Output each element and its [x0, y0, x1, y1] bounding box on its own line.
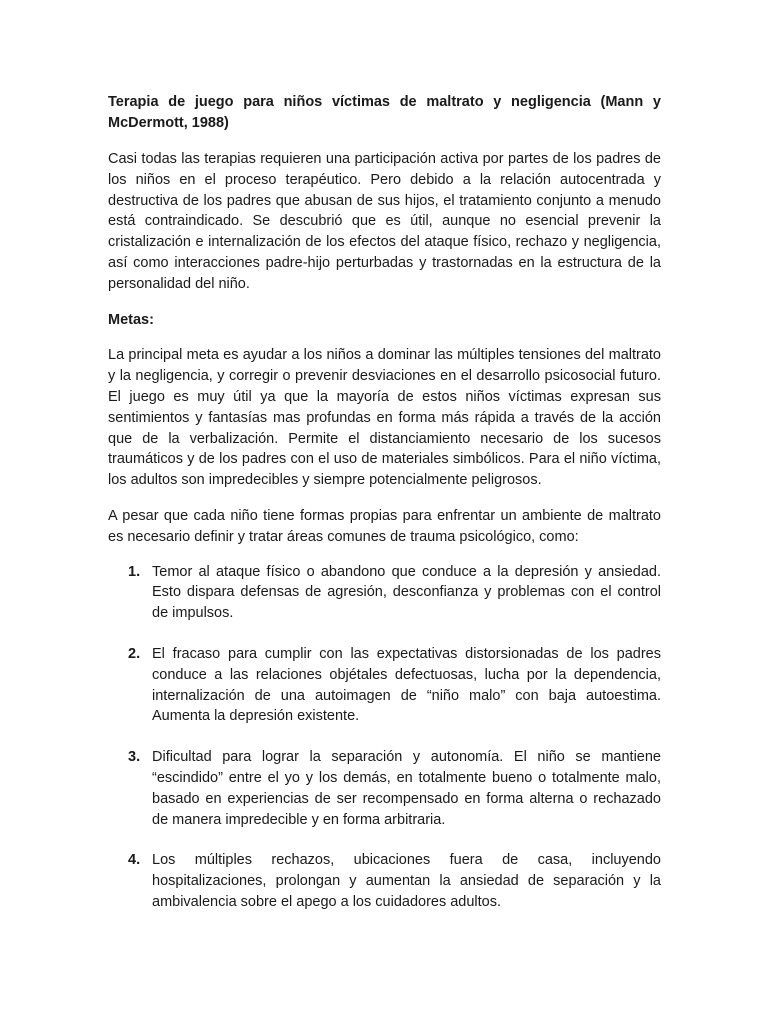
list-item: [108, 562, 661, 624]
document-page: [108, 92, 661, 933]
list-item-text: Temor al ataque físico o abandono que conduce a la depresión y ansiedad. Esto dispara defensas de agresión, desconfianza y problemas con el control de impulsos.: [152, 563, 661, 622]
intro-paragraph: Casi todas las terapias requieren una participación activa por partes de los padres de los niños en el proceso terapéutico. Pero debido a la relación autocentrada y destructiva de los padres que abusan de sus hijos, el tratamiento conjunto a menudo está contraindicado. Se descubrió que es útil, aunque no esencial prevenir la cristalización e internalización de los efectos del ataque físico, rechazo y negligencia, así como interacciones padre-hijo perturbadas y trastornadas en la estructura de la personalidad del niño.: [108, 151, 661, 292]
list-item-text: El fracaso para cumplir con las expectativas distorsionadas de los padres conduce a las relaciones objétales defectuosas, lucha por la dependencia, internalización de una autoimagen de “niño malo” con baja autoestima. Aumenta la depresión existente.: [152, 645, 661, 725]
document-title: Terapia de juego para niños víctimas de maltrato y negligencia (Mann y McDermott, 1988): [108, 94, 661, 131]
list-item: [108, 850, 661, 912]
trauma-areas-list: [108, 562, 661, 913]
list-item: [108, 747, 661, 830]
goals-heading: Metas:: [108, 311, 154, 328]
list-item-text: Los múltiples rechazos, ubicaciones fuera de casa, incluyendo hospitalizaciones, prolongan y aumentan la ansiedad de separación y la ambivalencia sobre el apego a los cuidadores adultos.: [152, 852, 661, 910]
list-item-number: 2.: [128, 645, 141, 662]
list-item-number: 1.: [128, 563, 141, 580]
list-item-number: 4.: [128, 852, 141, 869]
areas-paragraph: A pesar que cada niño tiene formas propias para enfrentar un ambiente de maltrato es necesario definir y tratar áreas comunes de trauma psicológico, como:: [108, 507, 661, 545]
list-item-text: Dificultad para lograr la separación y autonomía. El niño se mantiene “escindido” entre el yo y los demás, en totalmente bueno o totalmente malo, basado en experiencias de ser recompensado en forma alterna o rechazado de manera impredecible y en forma arbitraria.: [152, 749, 661, 828]
list-item: [108, 644, 661, 727]
goals-paragraph: La principal meta es ayudar a los niños a dominar las múltiples tensiones del maltrato y la negligencia, y corregir o prevenir desviaciones en el desarrollo psicosocial futuro. El juego es muy útil ya que la mayoría de estos niños víctimas expresan sus sentimientos y fantasías mas profundas en forma más rápida a través de la acción que de la verbalización. Permite el distanciamiento necesario de los sucesos traumáticos y de los padres con el uso de materiales simbólicos. Para el niño víctima, los adultos son impredecibles y siempre potencialmente peligrosos.: [108, 347, 661, 489]
list-item-number: 3.: [128, 749, 141, 766]
